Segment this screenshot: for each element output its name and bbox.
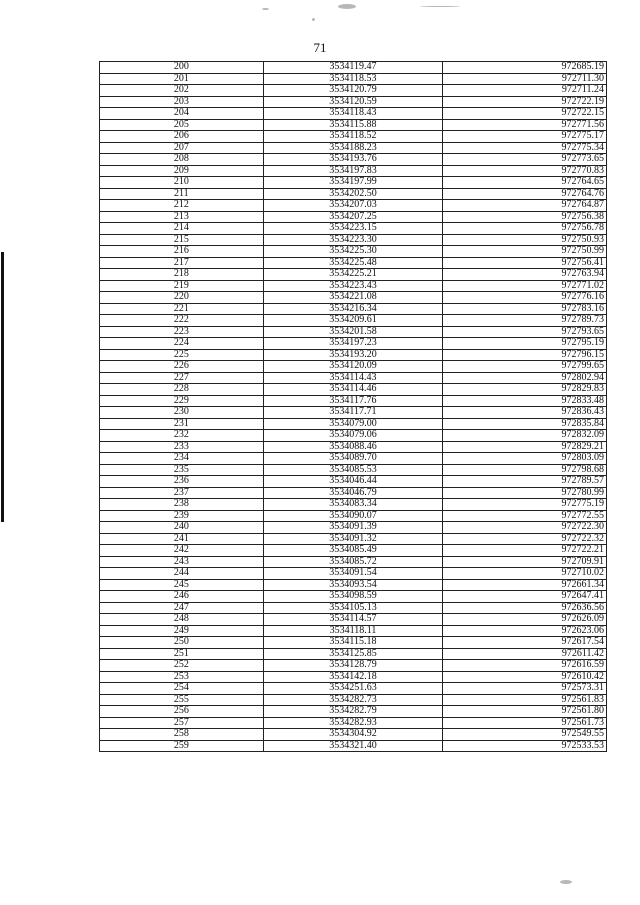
y-coordinate-cell: 972561.83	[443, 694, 607, 706]
table-row	[100, 602, 607, 614]
y-coordinate-cell: 972661.34	[443, 579, 607, 591]
x-coordinate-cell: 3534197.23	[263, 338, 443, 350]
table-row	[100, 269, 607, 281]
y-coordinate-cell: 972789.57	[443, 476, 607, 488]
y-coordinate-cell: 972709.91	[443, 556, 607, 568]
point-number-cell: 226	[100, 361, 264, 373]
table-row	[100, 292, 607, 304]
y-coordinate-cell: 972611.42	[443, 648, 607, 660]
point-number-cell: 254	[100, 683, 264, 695]
table-row	[100, 326, 607, 338]
x-coordinate-cell: 3534115.88	[263, 119, 443, 131]
x-coordinate-cell: 3534118.11	[263, 625, 443, 637]
y-coordinate-cell: 972573.31	[443, 683, 607, 695]
table-row	[100, 683, 607, 695]
point-number-cell: 227	[100, 372, 264, 384]
point-number-cell: 247	[100, 602, 264, 614]
table-row	[100, 131, 607, 143]
table-row	[100, 671, 607, 683]
y-coordinate-cell: 972610.42	[443, 671, 607, 683]
y-coordinate-cell: 972829.83	[443, 384, 607, 396]
y-coordinate-cell: 972764.65	[443, 177, 607, 189]
x-coordinate-cell: 3534202.50	[263, 188, 443, 200]
x-coordinate-cell: 3534090.07	[263, 510, 443, 522]
x-coordinate-cell: 3534105.13	[263, 602, 443, 614]
point-number-cell: 218	[100, 269, 264, 281]
y-coordinate-cell: 972549.55	[443, 729, 607, 741]
point-number-cell: 223	[100, 326, 264, 338]
point-number-cell: 217	[100, 257, 264, 269]
x-coordinate-cell: 3534117.76	[263, 395, 443, 407]
table-row	[100, 223, 607, 235]
table-row	[100, 556, 607, 568]
point-number-cell: 201	[100, 73, 264, 85]
point-number-cell: 248	[100, 614, 264, 626]
x-coordinate-cell: 3534079.06	[263, 430, 443, 442]
y-coordinate-cell: 972533.53	[443, 740, 607, 752]
y-coordinate-cell: 972616.59	[443, 660, 607, 672]
point-number-cell: 224	[100, 338, 264, 350]
y-coordinate-cell: 972836.43	[443, 407, 607, 419]
point-number-cell: 220	[100, 292, 264, 304]
table-row	[100, 717, 607, 729]
point-number-cell: 234	[100, 453, 264, 465]
x-coordinate-cell: 3534321.40	[263, 740, 443, 752]
table-row	[100, 315, 607, 327]
table-row	[100, 257, 607, 269]
point-number-cell: 238	[100, 499, 264, 511]
point-number-cell: 204	[100, 108, 264, 120]
page-number: 71	[313, 40, 327, 55]
y-coordinate-cell: 972623.06	[443, 625, 607, 637]
scan-speck	[420, 6, 460, 7]
table-row	[100, 648, 607, 660]
point-number-cell: 206	[100, 131, 264, 143]
y-coordinate-cell: 972775.19	[443, 499, 607, 511]
table-row	[100, 177, 607, 189]
y-coordinate-cell: 972750.93	[443, 234, 607, 246]
coordinates-table-body	[100, 62, 607, 752]
table-row	[100, 154, 607, 166]
table-row	[100, 430, 607, 442]
y-coordinate-cell: 972636.56	[443, 602, 607, 614]
x-coordinate-cell: 3534142.18	[263, 671, 443, 683]
table-row	[100, 62, 607, 74]
point-number-cell: 207	[100, 142, 264, 154]
y-coordinate-cell: 972756.41	[443, 257, 607, 269]
x-coordinate-cell: 3534188.23	[263, 142, 443, 154]
point-number-cell: 259	[100, 740, 264, 752]
y-coordinate-cell: 972796.15	[443, 349, 607, 361]
scan-speck	[338, 4, 356, 9]
scan-speck	[560, 880, 572, 884]
table-row	[100, 200, 607, 212]
point-number-cell: 257	[100, 717, 264, 729]
table-row	[100, 395, 607, 407]
x-coordinate-cell: 3534221.08	[263, 292, 443, 304]
x-coordinate-cell: 3534085.49	[263, 545, 443, 557]
x-coordinate-cell: 3534207.03	[263, 200, 443, 212]
x-coordinate-cell: 3534201.58	[263, 326, 443, 338]
x-coordinate-cell: 3534304.92	[263, 729, 443, 741]
coordinates-table	[99, 61, 607, 752]
y-coordinate-cell: 972561.80	[443, 706, 607, 718]
x-coordinate-cell: 3534282.79	[263, 706, 443, 718]
table-row	[100, 591, 607, 603]
table-row	[100, 625, 607, 637]
y-coordinate-cell: 972722.30	[443, 522, 607, 534]
x-coordinate-cell: 3534282.73	[263, 694, 443, 706]
y-coordinate-cell: 972802.94	[443, 372, 607, 384]
y-coordinate-cell: 972775.34	[443, 142, 607, 154]
point-number-cell: 210	[100, 177, 264, 189]
point-number-cell: 205	[100, 119, 264, 131]
y-coordinate-cell: 972771.02	[443, 280, 607, 292]
table-row	[100, 533, 607, 545]
x-coordinate-cell: 3534223.15	[263, 223, 443, 235]
point-number-cell: 245	[100, 579, 264, 591]
x-coordinate-cell: 3534120.59	[263, 96, 443, 108]
table-row	[100, 706, 607, 718]
y-coordinate-cell: 972772.55	[443, 510, 607, 522]
table-row	[100, 453, 607, 465]
y-coordinate-cell: 972780.99	[443, 487, 607, 499]
point-number-cell: 215	[100, 234, 264, 246]
y-coordinate-cell: 972770.83	[443, 165, 607, 177]
x-coordinate-cell: 3534119.47	[263, 62, 443, 74]
x-coordinate-cell: 3534088.46	[263, 441, 443, 453]
point-number-cell: 253	[100, 671, 264, 683]
y-coordinate-cell: 972722.15	[443, 108, 607, 120]
table-row	[100, 303, 607, 315]
point-number-cell: 256	[100, 706, 264, 718]
point-number-cell: 214	[100, 223, 264, 235]
x-coordinate-cell: 3534225.48	[263, 257, 443, 269]
table-row	[100, 522, 607, 534]
table-row	[100, 464, 607, 476]
y-coordinate-cell: 972775.17	[443, 131, 607, 143]
y-coordinate-cell: 972711.24	[443, 85, 607, 97]
point-number-cell: 229	[100, 395, 264, 407]
x-coordinate-cell: 3534209.61	[263, 315, 443, 327]
point-number-cell: 252	[100, 660, 264, 672]
scan-speck	[262, 8, 269, 10]
table-row	[100, 418, 607, 430]
x-coordinate-cell: 3534085.72	[263, 556, 443, 568]
table-row	[100, 234, 607, 246]
point-number-cell: 250	[100, 637, 264, 649]
table-row	[100, 280, 607, 292]
y-coordinate-cell: 972771.56	[443, 119, 607, 131]
x-coordinate-cell: 3534114.46	[263, 384, 443, 396]
table-row	[100, 142, 607, 154]
y-coordinate-cell: 972832.09	[443, 430, 607, 442]
x-coordinate-cell: 3534225.21	[263, 269, 443, 281]
point-number-cell: 208	[100, 154, 264, 166]
x-coordinate-cell: 3534128.79	[263, 660, 443, 672]
x-coordinate-cell: 3534125.85	[263, 648, 443, 660]
x-coordinate-cell: 3534118.52	[263, 131, 443, 143]
y-coordinate-cell: 972803.09	[443, 453, 607, 465]
x-coordinate-cell: 3534223.30	[263, 234, 443, 246]
point-number-cell: 235	[100, 464, 264, 476]
table-row	[100, 694, 607, 706]
x-coordinate-cell: 3534223.43	[263, 280, 443, 292]
point-number-cell: 249	[100, 625, 264, 637]
table-row	[100, 476, 607, 488]
y-coordinate-cell: 972756.38	[443, 211, 607, 223]
y-coordinate-cell: 972561.73	[443, 717, 607, 729]
point-number-cell: 246	[100, 591, 264, 603]
x-coordinate-cell: 3534114.43	[263, 372, 443, 384]
y-coordinate-cell: 972750.99	[443, 246, 607, 258]
point-number-cell: 209	[100, 165, 264, 177]
x-coordinate-cell: 3534091.54	[263, 568, 443, 580]
table-row	[100, 441, 607, 453]
point-number-cell: 200	[100, 62, 264, 74]
table-row	[100, 637, 607, 649]
y-coordinate-cell: 972722.19	[443, 96, 607, 108]
y-coordinate-cell: 972722.32	[443, 533, 607, 545]
x-coordinate-cell: 3534118.43	[263, 108, 443, 120]
x-coordinate-cell: 3534216.34	[263, 303, 443, 315]
point-number-cell: 244	[100, 568, 264, 580]
table-row	[100, 372, 607, 384]
table-row	[100, 579, 607, 591]
y-coordinate-cell: 972773.65	[443, 154, 607, 166]
x-coordinate-cell: 3534115.18	[263, 637, 443, 649]
table-row	[100, 85, 607, 97]
y-coordinate-cell: 972617.54	[443, 637, 607, 649]
x-coordinate-cell: 3534046.79	[263, 487, 443, 499]
x-coordinate-cell: 3534046.44	[263, 476, 443, 488]
point-number-cell: 228	[100, 384, 264, 396]
table-row	[100, 568, 607, 580]
x-coordinate-cell: 3534085.53	[263, 464, 443, 476]
x-coordinate-cell: 3534225.30	[263, 246, 443, 258]
x-coordinate-cell: 3534117.71	[263, 407, 443, 419]
point-number-cell: 233	[100, 441, 264, 453]
table-row	[100, 349, 607, 361]
x-coordinate-cell: 3534197.99	[263, 177, 443, 189]
table-row	[100, 407, 607, 419]
point-number-cell: 241	[100, 533, 264, 545]
y-coordinate-cell: 972795.19	[443, 338, 607, 350]
x-coordinate-cell: 3534120.79	[263, 85, 443, 97]
y-coordinate-cell: 972710.02	[443, 568, 607, 580]
table-row	[100, 384, 607, 396]
table-row	[100, 361, 607, 373]
y-coordinate-cell: 972711.30	[443, 73, 607, 85]
table-row	[100, 119, 607, 131]
x-coordinate-cell: 3534120.09	[263, 361, 443, 373]
table-row	[100, 188, 607, 200]
point-number-cell: 222	[100, 315, 264, 327]
point-number-cell: 240	[100, 522, 264, 534]
x-coordinate-cell: 3534193.20	[263, 349, 443, 361]
scan-edge-mark	[1, 252, 4, 522]
table-row	[100, 165, 607, 177]
x-coordinate-cell: 3534089.70	[263, 453, 443, 465]
point-number-cell: 216	[100, 246, 264, 258]
point-number-cell: 232	[100, 430, 264, 442]
point-number-cell: 258	[100, 729, 264, 741]
scan-speck	[312, 18, 315, 21]
point-number-cell: 239	[100, 510, 264, 522]
y-coordinate-cell: 972647.41	[443, 591, 607, 603]
table-row	[100, 499, 607, 511]
x-coordinate-cell: 3534118.53	[263, 73, 443, 85]
point-number-cell: 236	[100, 476, 264, 488]
point-number-cell: 230	[100, 407, 264, 419]
point-number-cell: 225	[100, 349, 264, 361]
point-number-cell: 242	[100, 545, 264, 557]
point-number-cell: 219	[100, 280, 264, 292]
x-coordinate-cell: 3534114.57	[263, 614, 443, 626]
y-coordinate-cell: 972685.19	[443, 62, 607, 74]
y-coordinate-cell: 972722.21	[443, 545, 607, 557]
y-coordinate-cell: 972789.73	[443, 315, 607, 327]
x-coordinate-cell: 3534091.39	[263, 522, 443, 534]
point-number-cell: 213	[100, 211, 264, 223]
table-row	[100, 729, 607, 741]
table-row	[100, 740, 607, 752]
point-number-cell: 231	[100, 418, 264, 430]
y-coordinate-cell: 972756.78	[443, 223, 607, 235]
table-row	[100, 108, 607, 120]
x-coordinate-cell: 3534091.32	[263, 533, 443, 545]
y-coordinate-cell: 972783.16	[443, 303, 607, 315]
table-row	[100, 614, 607, 626]
point-number-cell: 211	[100, 188, 264, 200]
x-coordinate-cell: 3534193.76	[263, 154, 443, 166]
point-number-cell: 203	[100, 96, 264, 108]
table-row	[100, 545, 607, 557]
x-coordinate-cell: 3534207.25	[263, 211, 443, 223]
x-coordinate-cell: 3534282.93	[263, 717, 443, 729]
point-number-cell: 243	[100, 556, 264, 568]
y-coordinate-cell: 972835.84	[443, 418, 607, 430]
point-number-cell: 221	[100, 303, 264, 315]
point-number-cell: 237	[100, 487, 264, 499]
point-number-cell: 202	[100, 85, 264, 97]
table-row	[100, 660, 607, 672]
x-coordinate-cell: 3534098.59	[263, 591, 443, 603]
y-coordinate-cell: 972626.09	[443, 614, 607, 626]
table-row	[100, 96, 607, 108]
table-row	[100, 211, 607, 223]
x-coordinate-cell: 3534079.00	[263, 418, 443, 430]
y-coordinate-cell: 972798.68	[443, 464, 607, 476]
table-row	[100, 246, 607, 258]
point-number-cell: 212	[100, 200, 264, 212]
table-row	[100, 487, 607, 499]
x-coordinate-cell: 3534083.34	[263, 499, 443, 511]
y-coordinate-cell: 972764.76	[443, 188, 607, 200]
point-number-cell: 251	[100, 648, 264, 660]
table-row	[100, 73, 607, 85]
x-coordinate-cell: 3534251.63	[263, 683, 443, 695]
x-coordinate-cell: 3534093.54	[263, 579, 443, 591]
y-coordinate-cell: 972776.16	[443, 292, 607, 304]
y-coordinate-cell: 972833.48	[443, 395, 607, 407]
x-coordinate-cell: 3534197.83	[263, 165, 443, 177]
y-coordinate-cell: 972793.65	[443, 326, 607, 338]
y-coordinate-cell: 972763.94	[443, 269, 607, 281]
y-coordinate-cell: 972799.65	[443, 361, 607, 373]
table-row	[100, 510, 607, 522]
y-coordinate-cell: 972764.87	[443, 200, 607, 212]
y-coordinate-cell: 972829.21	[443, 441, 607, 453]
point-number-cell: 255	[100, 694, 264, 706]
table-row	[100, 338, 607, 350]
